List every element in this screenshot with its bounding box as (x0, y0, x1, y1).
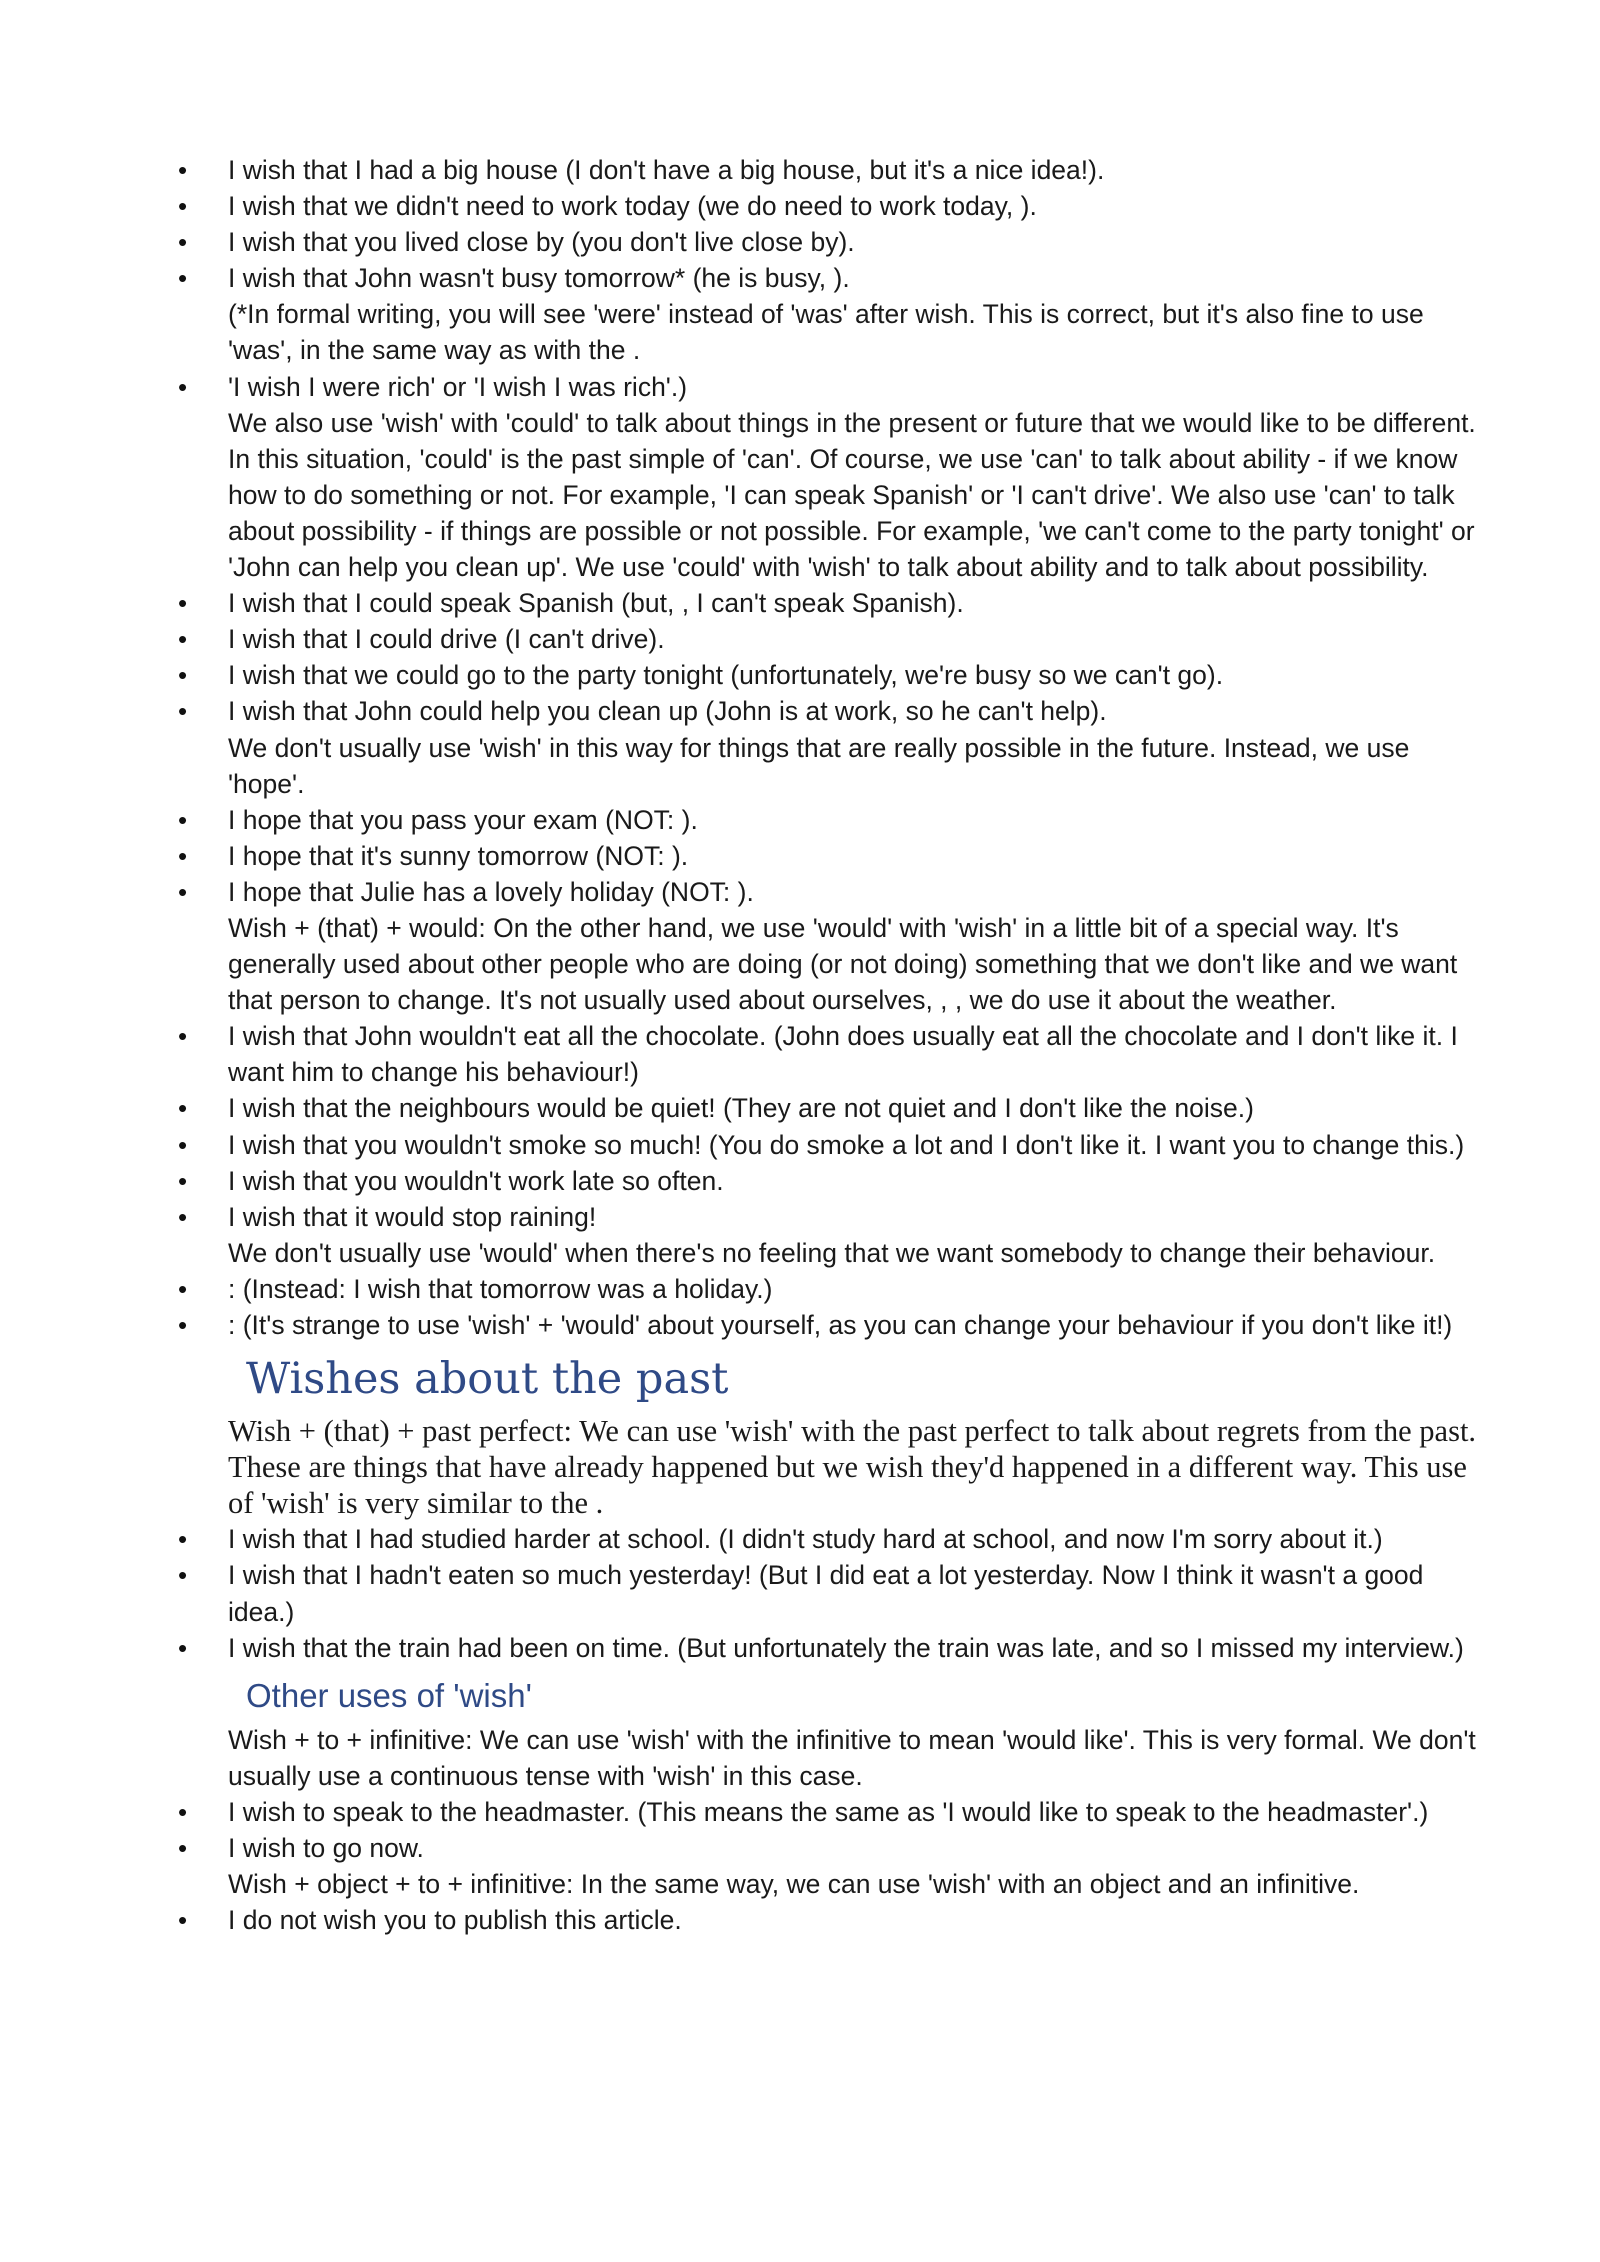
bullet-item: • 'I wish I were rich' or 'I wish I was rich'.) (228, 369, 1493, 405)
section-wish-present (228, 152, 1493, 1343)
bullet-item: • I wish that I hadn't eaten so much yesterday! (But I did eat a lot yesterday. Now I think it wasn't a good idea.) (228, 1557, 1493, 1629)
bullet-item: • I wish that it would stop raining! (228, 1199, 1493, 1235)
bullet-item: • I wish that I could drive (I can't drive). (228, 621, 1493, 657)
section-heading-past: Wishes about the past (246, 1354, 729, 1405)
bullet-item: • I do not wish you to publish this article. (228, 1902, 1493, 1938)
bullet-item: • I wish that John wasn't busy tomorrow* (he is busy, ). (228, 260, 1493, 296)
paragraph: We don't usually use 'would' when there's no feeling that we want somebody to change their behaviour. (228, 1237, 1436, 1268)
section-wish-past (228, 1521, 1493, 1665)
bullet-item: • I hope that Julie has a lovely holiday (NOT: ). (228, 874, 1493, 910)
bullet-item: • : (It's strange to use 'wish' + 'would' about yourself, as you can change your behaviour if you don't like it!) (228, 1307, 1493, 1343)
bullet-item: • I hope that you pass your exam (NOT: ). (228, 802, 1493, 838)
section-other-uses (228, 1722, 1493, 1939)
bullet-item: • I wish that I had studied harder at school. (I didn't study hard at school, and now I'm sorry about it.) (228, 1521, 1493, 1557)
paragraph: (*In formal writing, you will see 'were' instead of 'was' after wish. This is correct, but it's also fine to use 'was', in the same way as with the . (228, 299, 1424, 366)
bullet-item: • : (Instead: I wish that tomorrow was a holiday.) (228, 1271, 1493, 1307)
bullet-item: • I wish that I could speak Spanish (but, , I can't speak Spanish). (228, 585, 1493, 621)
section-heading-other-uses: Other uses of 'wish' (246, 1676, 532, 1714)
bullet-item: • I wish that we could go to the party tonight (unfortunately, we're busy so we can't go). (228, 657, 1493, 693)
document-body (228, 152, 1493, 1938)
paragraph: Wish + object + to + infinitive: In the same way, we can use 'wish' with an object and an infinitive. (228, 1869, 1360, 1900)
paragraph: Wish + to + infinitive: We can use 'wish' with the infinitive to mean 'would like'. This is very formal. We don't usually use a continuous tense with 'wish' in this case. (228, 1724, 1476, 1791)
bullet-item: • I wish to go now. (228, 1830, 1493, 1866)
bullet-item: • I wish that you wouldn't work late so often. (228, 1163, 1493, 1199)
bullet-item: • I hope that it's sunny tomorrow (NOT: ). (228, 838, 1493, 874)
bullet-item: • I wish that I had a big house (I don't have a big house, but it's a nice idea!). (228, 152, 1493, 188)
bullet-item: • I wish that we didn't need to work today (we do need to work today, ). (228, 188, 1493, 224)
paragraph: We also use 'wish' with 'could' to talk about things in the present or future that we would like to be different. In this situation, 'could' is the past simple of 'can'. Of course, we use 'can' to talk about ability - if we know how to do something or not. For example, 'I can speak Spanish' or 'I can't drive'. We also use 'can' to talk about possibility - if things are possible or not possible. For example, 'we can't come to the party tonight' or 'John can help you clean up'. We use 'could' with 'wish' to talk about ability and to talk about possibility. (228, 407, 1476, 583)
bullet-item: • I wish that the train had been on time. (But unfortunately the train was late, and so I missed my interview.) (228, 1630, 1493, 1666)
paragraph: Wish + (that) + would: On the other hand, we use 'would' with 'wish' in a little bit of a special way. It's generally used about other people who are doing (or not doing) something that we don't like and we want that person to change. It's not usually used about ourselves, , , we do use it about the weather. (228, 912, 1458, 1016)
bullet-item: • I wish that the neighbours would be quiet! (They are not quiet and I don't like the noise.) (228, 1090, 1493, 1126)
paragraph: We don't usually use 'wish' in this way for things that are really possible in the future. Instead, we use 'hope'. (228, 732, 1410, 799)
bullet-item: • I wish to speak to the headmaster. (This means the same as 'I would like to speak to the headmaster'.) (228, 1794, 1493, 1830)
bullet-item: • I wish that John could help you clean up (John is at work, so he can't help). (228, 693, 1493, 729)
bullet-item: • I wish that you lived close by (you don't live close by). (228, 224, 1493, 260)
bullet-item: • I wish that you wouldn't smoke so much! (You do smoke a lot and I don't like it. I want you to change this.) (228, 1127, 1493, 1163)
past-perfect-intro: Wish + (that) + past perfect: We can use 'wish' with the past perfect to talk about regrets from the past. These are things that have already happened but we wish they'd happened in a different way. This use of 'wish' is very similar to the . (228, 1414, 1477, 1521)
bullet-item: • I wish that John wouldn't eat all the chocolate. (John does usually eat all the chocolate and I don't like it. I want him to change his behaviour!) (228, 1018, 1493, 1090)
